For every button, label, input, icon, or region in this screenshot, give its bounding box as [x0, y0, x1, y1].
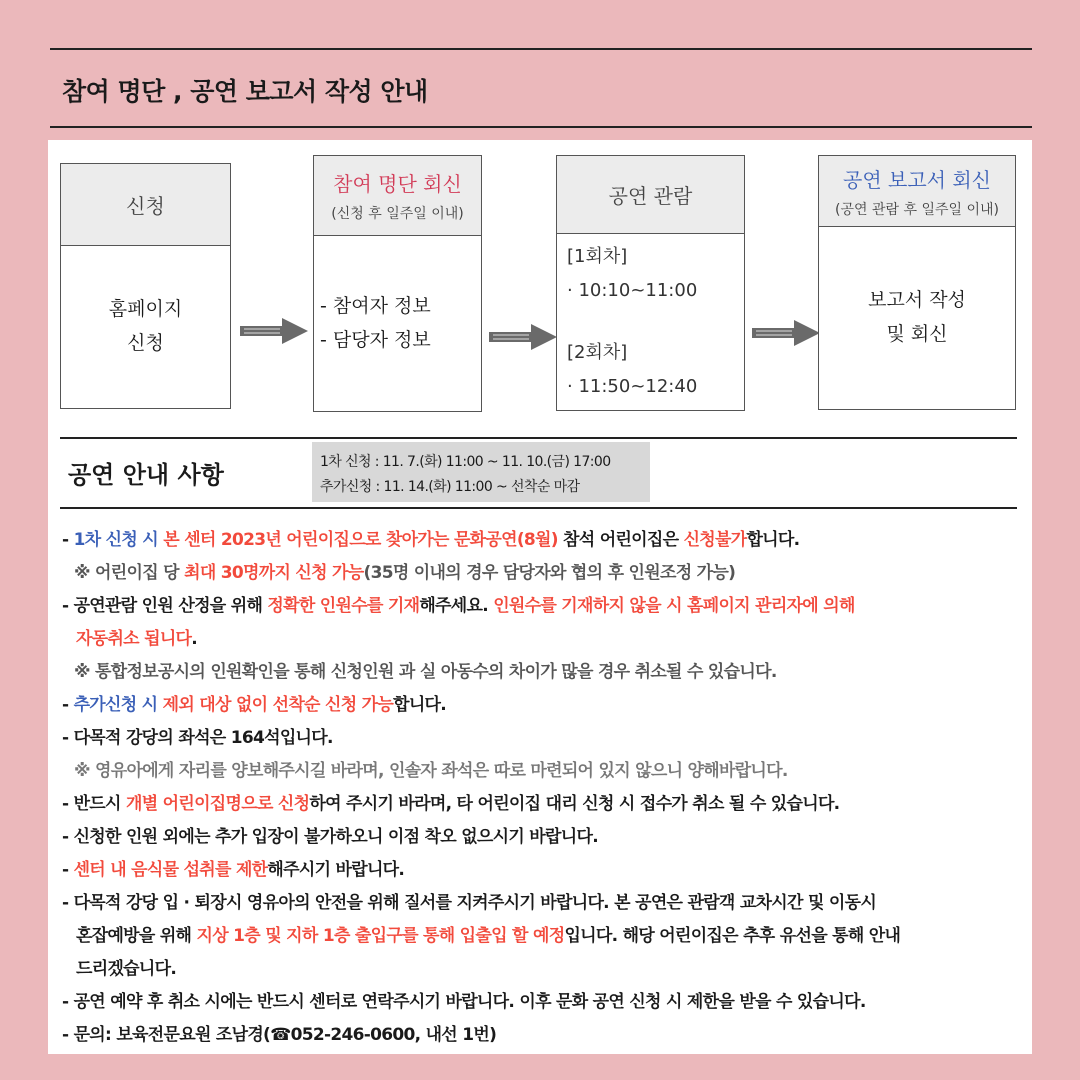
flow-step-performance-title: 공연 관람: [608, 184, 693, 208]
flow-step-roster-sub: (신청 후 일주일 이내): [331, 206, 464, 222]
list-item: 자동취소 됩니다.: [76, 629, 198, 649]
list-item: - 공연관람 인원 산정을 위해 정확한 인원수를 기재해주세요. 인원수를 기재하지 않을 시 홈페이지 관리자에 의해: [62, 596, 855, 616]
flow-step-report-title: 공연 보고서 회신: [843, 167, 991, 192]
notice-list: [62, 524, 1022, 1052]
list-item: - 공연 예약 후 취소 시에는 반드시 센터로 연락주시기 바랍니다. 이후 문화 공연 신청 시 제한을 받을 수 있습니다.: [62, 992, 866, 1012]
page-title: 참여 명단 , 공연 보고서 작성 안내: [62, 77, 428, 106]
flow-arrow-1-icon: [240, 318, 308, 344]
flow-step-performance: [556, 155, 745, 411]
flow-step-roster-head: [314, 156, 481, 236]
flow-step-report-head: [819, 156, 1015, 227]
flow-step-report-line1: 보고서 작성: [868, 289, 966, 311]
flow-step-report-body: [819, 227, 1015, 407]
flow-step-report-sub: (공연 관람 후 일주일 이내): [835, 201, 999, 218]
notice-bottom-rule: [60, 507, 1017, 509]
list-item: 드리겠습니다.: [76, 959, 177, 979]
flow-step-performance-body: [557, 234, 744, 404]
list-item: - 1차 신청 시 본 센터 2023년 어린이집으로 찾아가는 문화공연(8월) 참석 어린이집은 신청불가합니다.: [62, 530, 800, 550]
flow-step-roster-body: [314, 236, 481, 410]
list-item: - 다목적 강당 입 · 퇴장시 영유아의 안전을 위해 질서를 지켜주시기 바랍니다. 본 공연은 관람객 교차시간 및 이동시: [62, 893, 877, 913]
list-item: ※ 통합정보공시의 인원확인을 통해 신청인원 과 실 아동수의 차이가 많을 경우 취소될 수 있습니다.: [74, 662, 777, 682]
flow-arrow-2-icon: [489, 324, 557, 350]
list-item: - 센터 내 음식물 섭취를 제한해주시기 바랍니다.: [62, 860, 405, 880]
flow-step-roster-line2: - 담당자 정보: [320, 329, 431, 351]
flow-step-apply-line1: 홈페이지: [108, 298, 183, 320]
session2-label: [2회차]: [567, 342, 628, 363]
list-item: ※ 어린이집 당 최대 30명까지 신청 가능(35명 이내의 경우 담당자와 협의 후 인원조정 가능): [74, 563, 736, 583]
telephone-icon: ☎: [270, 1025, 291, 1045]
schedule-box: [312, 442, 650, 502]
flow-step-apply: [60, 163, 231, 409]
flow-step-roster-title: 참여 명단 회신: [333, 172, 462, 196]
session2-time: · 11:50~12:40: [567, 376, 698, 397]
list-item: - 다목적 강당의 좌석은 164석입니다.: [62, 728, 333, 748]
flow-step-apply-title: 신청: [126, 194, 165, 218]
flow-step-apply-head: [61, 164, 230, 246]
flow-step-performance-head: [557, 156, 744, 234]
flow-step-roster-line1: - 참여자 정보: [320, 295, 431, 317]
flow-step-report-line2: 및 회신: [886, 323, 948, 345]
schedule-extra-round: 추가신청 : 11. 14.(화) 11:00 ~ 선착순 마감: [320, 479, 580, 495]
flow-step-apply-body: [61, 246, 230, 406]
schedule-first-round: 1차 신청 : 11. 7.(화) 11:00 ~ 11. 10.(금) 17:00: [320, 454, 611, 470]
list-item: - 추가신청 시 제외 대상 없이 선착순 신청 가능합니다.: [62, 695, 447, 715]
session1-time: · 10:10~11:00: [567, 280, 698, 301]
flow-step-roster: [313, 155, 482, 412]
title-underline: [50, 126, 1032, 128]
flow-arrow-3-icon: [752, 320, 820, 346]
list-item: - 반드시 개별 어린이집명으로 신청하여 주시기 바라며, 타 어린이집 대리 신청 시 접수가 취소 될 수 있습니다.: [62, 794, 840, 814]
list-item: - 신청한 인원 외에는 추가 입장이 불가하오니 이점 착오 없으시기 바랍니다.: [62, 827, 598, 847]
notice-title: 공연 안내 사항: [68, 461, 224, 489]
list-item: 혼잡예방을 위해 지상 1층 및 지하 1층 출입구를 통해 입출입 할 예정입니다. 해당 어린이집은 추후 유선을 통해 안내: [76, 926, 901, 946]
notice-top-rule: [60, 437, 1017, 439]
session1-label: [1회차]: [567, 246, 628, 267]
list-item: - 문의: 보육전문요원 조남경(☎052-246-0600, 내선 1번): [62, 1025, 497, 1045]
flow-step-report: [818, 155, 1016, 410]
list-item: ※ 영유아에게 자리를 양보해주시길 바라며, 인솔자 좌석은 따로 마련되어 있지 않으니 양해바랍니다.: [74, 761, 788, 781]
top-rule: [50, 48, 1032, 50]
flow-step-apply-line2: 신청: [127, 332, 164, 354]
